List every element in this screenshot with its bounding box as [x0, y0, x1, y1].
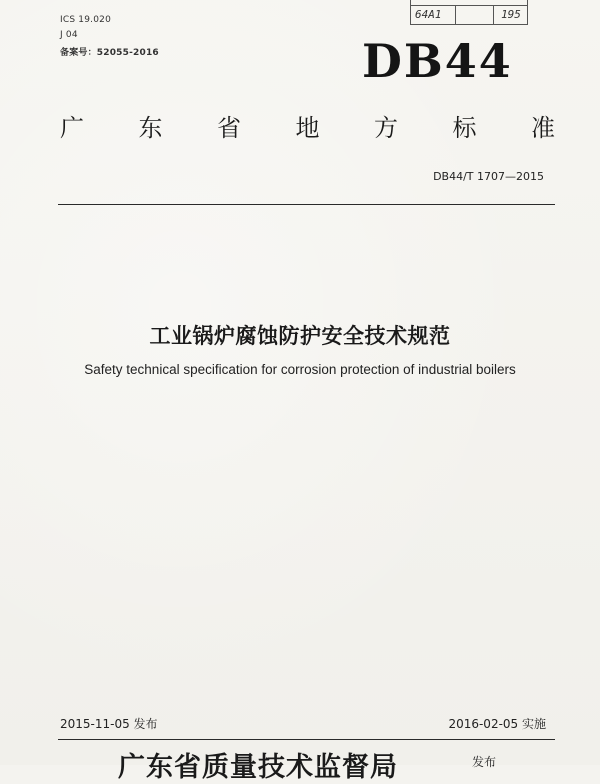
authority-title-char: 地	[295, 114, 320, 142]
title-english: Safety technical specification for corrosion protection of industrial boilers	[84, 362, 516, 377]
authority-title-char: 东	[138, 114, 163, 142]
stamp-cell-number: 195	[493, 6, 528, 24]
authority-title-char: 标	[452, 114, 477, 142]
publisher-name: 广东省质量技术监督局	[118, 752, 398, 783]
issue-date: 2015-11-05 发布	[60, 717, 158, 731]
ics-code: ICS 19.020	[60, 15, 112, 25]
implementation-date: 2016-02-05 实施	[448, 717, 546, 731]
authority-title-char: 广	[60, 114, 84, 142]
record-number: 备案号：52055-2016	[60, 48, 159, 58]
publish-label: 发布	[472, 755, 497, 769]
authority-title-char: 方	[374, 114, 398, 142]
title-chinese: 工业锅炉腐蚀防护安全技术规范	[149, 324, 451, 348]
header-divider	[58, 204, 555, 205]
footer-divider	[58, 739, 555, 740]
authority-title	[60, 108, 555, 143]
stamp-cell-code: 64A1	[415, 8, 442, 21]
classification-code: J 04	[60, 30, 78, 40]
stamp-cell-blank	[455, 6, 494, 24]
standard-number: DB44/T 1707—2015	[433, 170, 544, 183]
archive-stamp-box	[410, 0, 528, 25]
standard-code-logo: DB44	[362, 34, 513, 88]
authority-title-char: 省	[217, 114, 241, 142]
authority-title-char: 准	[531, 114, 555, 142]
